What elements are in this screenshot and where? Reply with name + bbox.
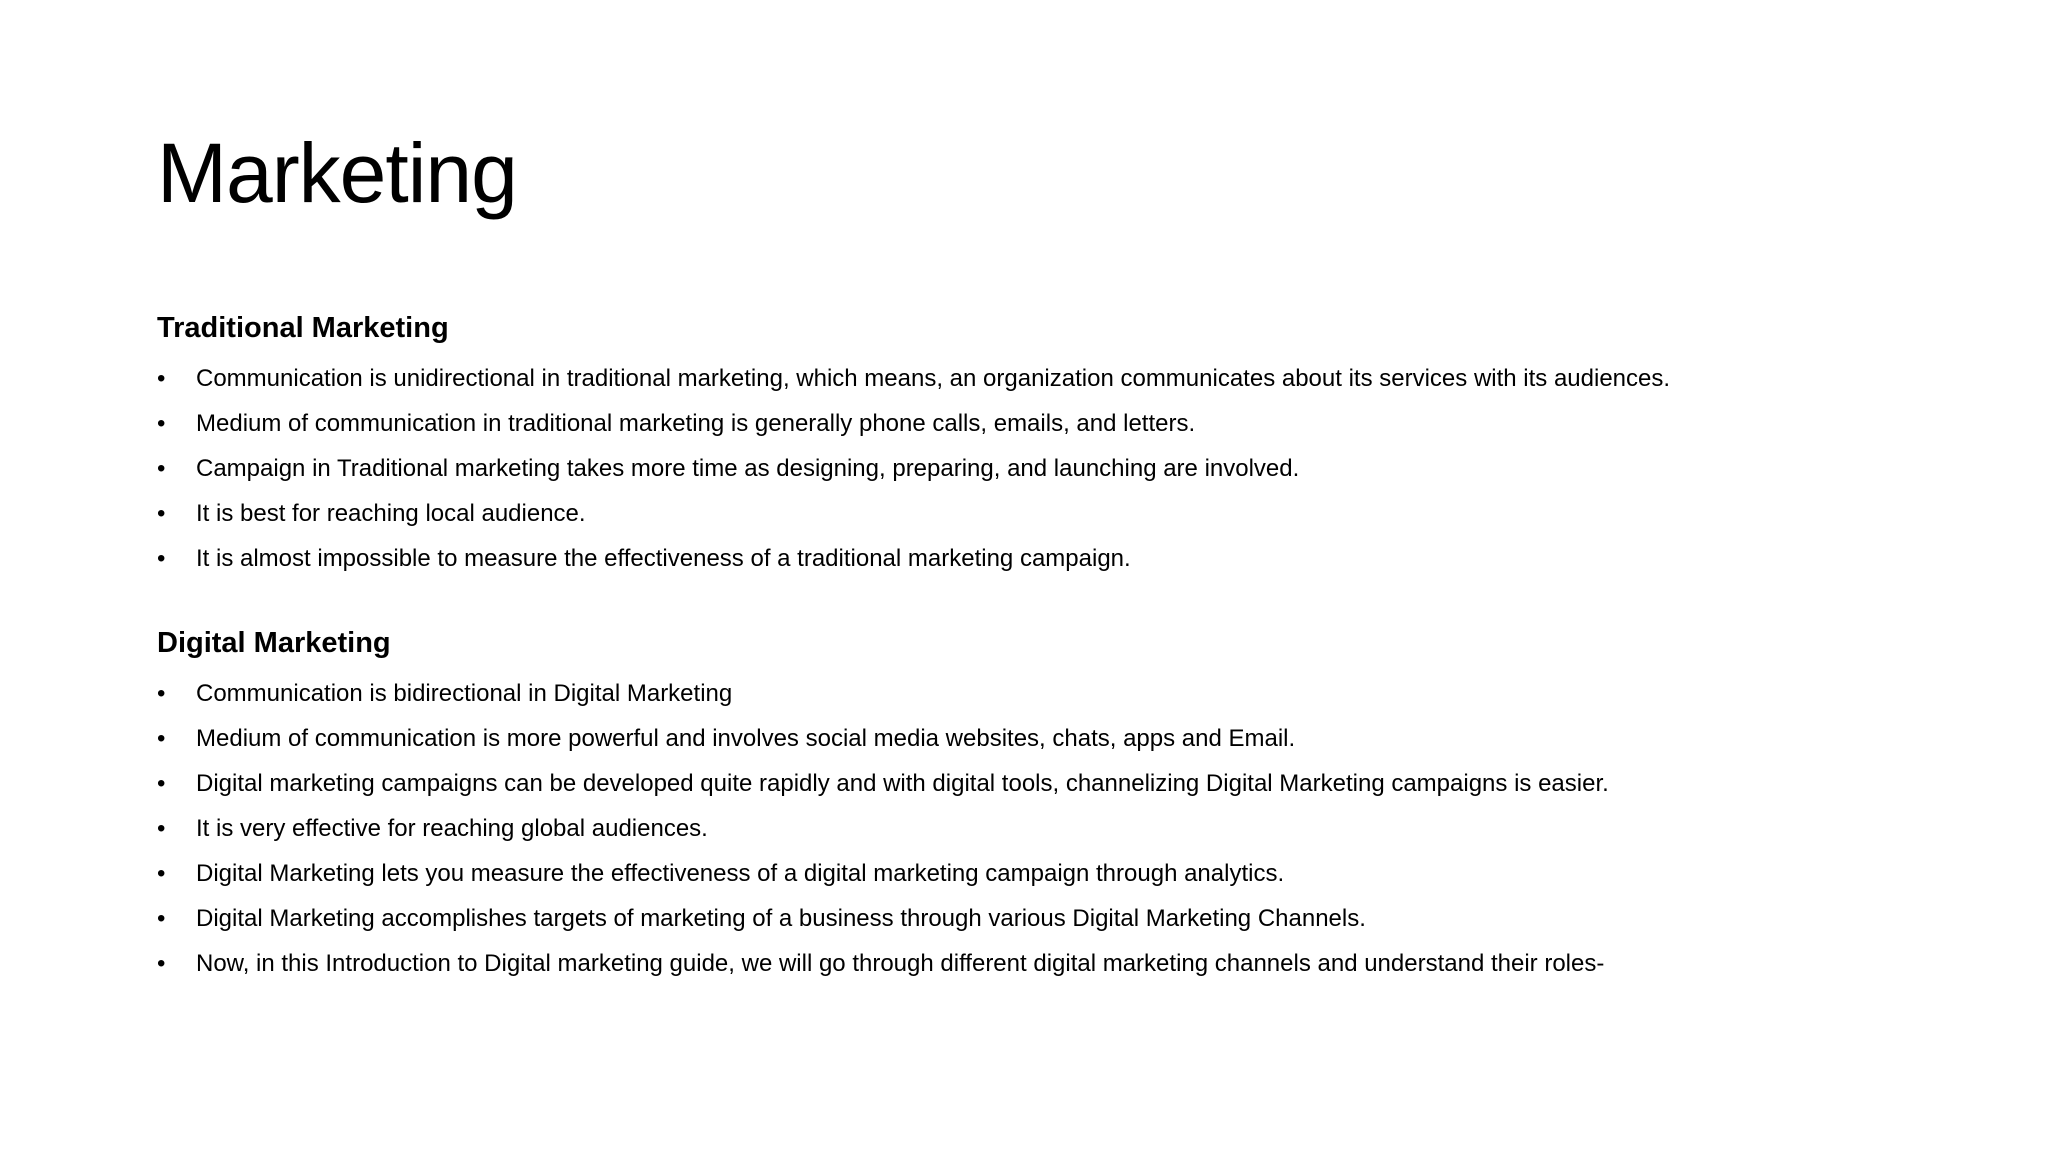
bullet-text: Campaign in Traditional marketing takes more time as designing, preparing, and launching are involved.: [196, 455, 1300, 482]
bullet-glyph: •: [157, 950, 166, 977]
bullet-item: [157, 491, 2017, 536]
bullet-glyph: •: [157, 680, 166, 707]
bullet-item: [157, 536, 2017, 581]
section-heading: Traditional Marketing: [157, 312, 449, 344]
bullet-text: Now, in this Introduction to Digital marketing guide, we will go through different digital marketing channels and understand their roles-: [196, 950, 1605, 977]
bullet-glyph: •: [157, 365, 166, 392]
bullet-text: It is very effective for reaching global audiences.: [196, 815, 708, 842]
bullet-text: Medium of communication is more powerful and involves social media websites, chats, apps and Email.: [196, 725, 1296, 752]
bullet-item: [157, 896, 2017, 941]
bullet-glyph: •: [157, 545, 166, 572]
bullet-glyph: •: [157, 860, 166, 887]
bullet-item: [157, 761, 2017, 806]
bullet-text: Digital Marketing lets you measure the effectiveness of a digital marketing campaign through analytics.: [196, 860, 1285, 887]
section-heading: Digital Marketing: [157, 627, 391, 659]
bullet-text: Digital marketing campaigns can be developed quite rapidly and with digital tools, channelizing Digital Marketing campaigns is easier.: [196, 770, 1609, 797]
bullet-item: [157, 671, 2017, 716]
bullet-item: [157, 356, 2017, 401]
section-digital-marketing: [157, 615, 2017, 986]
bullet-item: [157, 401, 2017, 446]
slide-title: Marketing: [157, 126, 517, 220]
bullet-glyph: •: [157, 725, 166, 752]
bullet-item: [157, 941, 2017, 986]
bullet-text: It is best for reaching local audience.: [196, 500, 586, 527]
bullet-text: It is almost impossible to measure the effectiveness of a traditional marketing campaign.: [196, 545, 1131, 572]
bullet-item: [157, 851, 2017, 896]
bullet-glyph: •: [157, 815, 166, 842]
slide-content: [157, 300, 2017, 986]
bullet-item: [157, 716, 2017, 761]
bullet-glyph: •: [157, 770, 166, 797]
bullet-list: [157, 671, 2017, 986]
bullet-text: Digital Marketing accomplishes targets of marketing of a business through various Digital Marketing Channels.: [196, 905, 1366, 932]
bullet-text: Communication is bidirectional in Digital Marketing: [196, 680, 733, 707]
bullet-text: Medium of communication in traditional marketing is generally phone calls, emails, and letters.: [196, 410, 1196, 437]
bullet-glyph: •: [157, 410, 166, 437]
bullet-item: [157, 446, 2017, 491]
bullet-glyph: •: [157, 905, 166, 932]
section-traditional-marketing: [157, 300, 2017, 581]
bullet-glyph: •: [157, 455, 166, 482]
bullet-item: [157, 806, 2017, 851]
bullet-text: Communication is unidirectional in traditional marketing, which means, an organization communicates about its services with its audiences.: [196, 365, 1671, 392]
bullet-glyph: •: [157, 500, 166, 527]
bullet-list: [157, 356, 2017, 581]
